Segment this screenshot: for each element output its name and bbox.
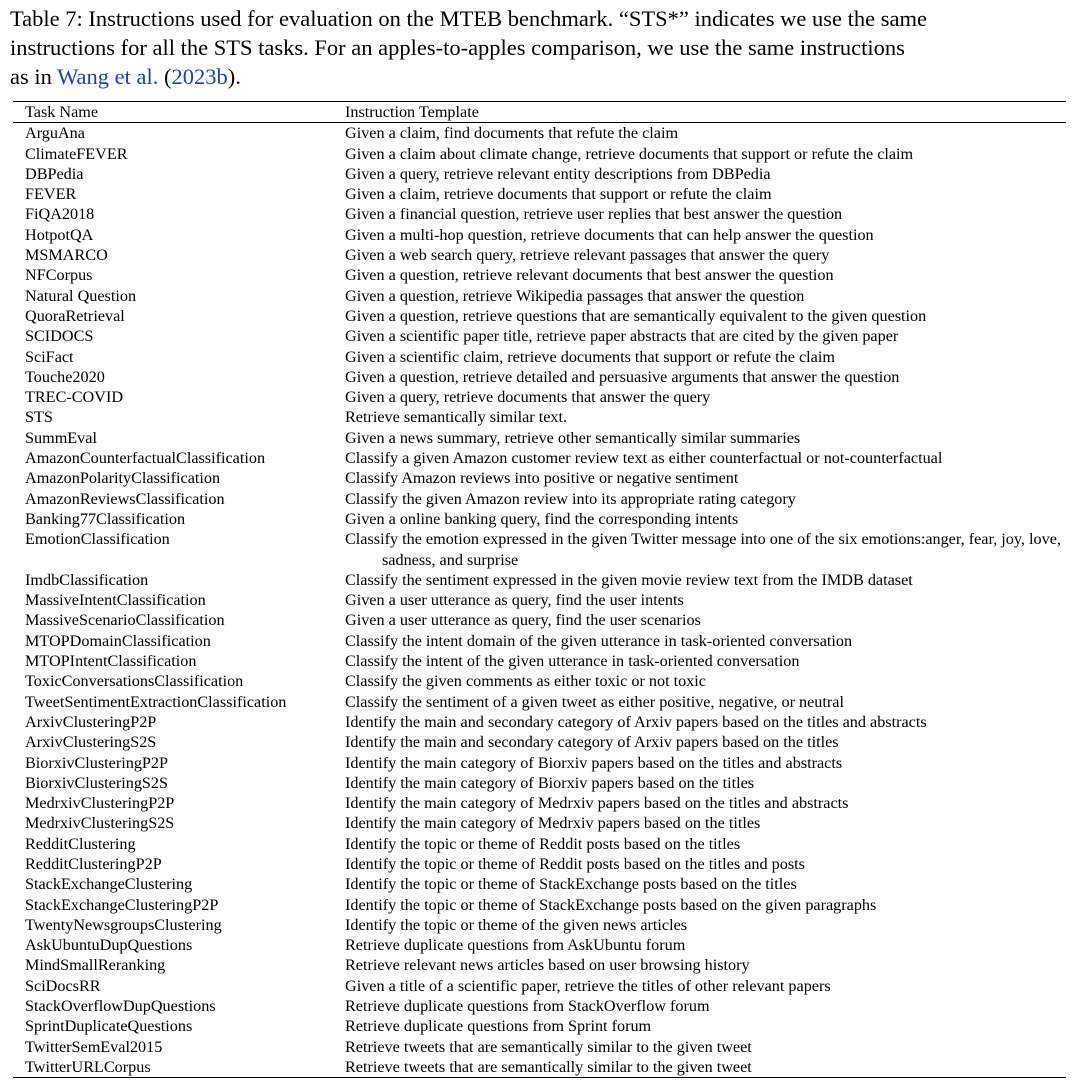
task-name-cell: StackExchangeClustering — [25, 875, 193, 894]
task-name-cell: TwitterSemEval2015 — [25, 1037, 163, 1056]
instruction-text: Given a scientific claim, retrieve documents that support or refute the claim — [345, 347, 835, 366]
instruction-text: Identify the main and secondary category of Arxiv papers based on the titles — [345, 733, 839, 752]
table-row — [13, 448, 1066, 468]
task-name-cell: SummEval — [25, 428, 97, 447]
instruction-cell — [345, 854, 1066, 874]
task-name-cell: MassiveScenarioClassification — [25, 611, 225, 630]
instruction-cell — [345, 935, 1066, 955]
header-instruction-template: Instruction Template — [345, 102, 1066, 123]
table-row — [13, 245, 1066, 265]
instruction-text: Given a question, retrieve relevant documents that best answer the question — [345, 266, 834, 285]
task-name-cell: BiorxivClusteringS2S — [25, 773, 169, 792]
instruction-text: Identify the topic or theme of StackExchange posts based on the titles — [345, 875, 797, 894]
instruction-cell — [345, 367, 1066, 387]
table-row — [13, 590, 1066, 610]
instruction-text: Classify Amazon reviews into positive or negative sentiment — [345, 469, 739, 488]
instruction-text: Given a claim, retrieve documents that support or refute the claim — [345, 185, 772, 204]
instruction-cell — [345, 753, 1066, 773]
task-name-cell: MedrxivClusteringS2S — [25, 814, 175, 833]
task-name-cell: BiorxivClusteringP2P — [25, 753, 169, 772]
table-row — [13, 773, 1066, 793]
task-name-cell: STS — [25, 408, 53, 427]
table-row — [13, 428, 1066, 448]
instruction-text: Given a multi-hop question, retrieve documents that can help answer the question — [345, 225, 874, 244]
instruction-cell — [345, 610, 1066, 630]
table-row — [13, 387, 1066, 407]
citation-close: ). — [227, 64, 241, 89]
instruction-cell — [345, 326, 1066, 346]
instructions-table — [13, 101, 1066, 1078]
table-row — [13, 692, 1066, 712]
table-row — [13, 367, 1066, 387]
instruction-cell — [345, 265, 1066, 285]
table-row — [13, 996, 1066, 1016]
table-row — [13, 164, 1066, 184]
task-name-cell: EmotionClassification — [25, 530, 170, 549]
instruction-cell — [345, 1057, 1066, 1078]
citation-open: ( — [158, 64, 172, 89]
instruction-cell — [345, 164, 1066, 184]
task-name-cell: MindSmallReranking — [25, 956, 166, 975]
table-row — [13, 671, 1066, 691]
table-row — [13, 1037, 1066, 1057]
table-row — [13, 306, 1066, 326]
instruction-cell — [345, 834, 1066, 854]
instruction-cell — [345, 773, 1066, 793]
table-header-row — [13, 102, 1066, 123]
instruction-cell — [345, 225, 1066, 245]
caption-prefix: as in — [10, 64, 58, 89]
instruction-cell — [345, 489, 1066, 509]
task-name-cell: SCIDOCS — [25, 327, 94, 346]
task-name-cell: AmazonReviewsClassification — [25, 489, 225, 508]
caption-line-2: instructions for all the STS tasks. For an apples-to-apples comparison, we use the same instructions — [10, 35, 905, 60]
table-row — [13, 915, 1066, 935]
task-name-cell: MSMARCO — [25, 246, 108, 265]
task-name-cell: MTOPIntentClassification — [25, 652, 197, 671]
instruction-text: Identify the main category of Medrxiv papers based on the titles — [345, 814, 761, 833]
instruction-cell — [345, 1037, 1066, 1057]
instruction-text: Given a news summary, retrieve other semantically similar summaries — [345, 428, 801, 447]
instruction-text: Classify the given Amazon review into its appropriate rating category — [345, 489, 796, 508]
table-row — [13, 144, 1066, 164]
task-name-cell: MedrxivClusteringP2P — [25, 794, 175, 813]
table-row — [13, 509, 1066, 529]
citation-year-link[interactable]: 2023b — [171, 64, 228, 89]
caption-line-1: Table 7: Instructions used for evaluation on the MTEB benchmark. “STS*” indicates we use the same — [10, 6, 927, 31]
instruction-cell — [345, 529, 1066, 570]
instruction-text: Classify the given comments as either toxic or not toxic — [345, 672, 706, 691]
instruction-text: Identify the topic or theme of Reddit posts based on the titles and posts — [345, 854, 805, 873]
instruction-text: Given a question, retrieve detailed and persuasive arguments that answer the question — [345, 367, 900, 386]
task-name-cell: ArxivClusteringS2S — [25, 733, 157, 752]
instruction-text: Given a question, retrieve questions that are semantically equivalent to the given question — [345, 306, 927, 325]
instruction-cell — [345, 245, 1066, 265]
instruction-cell — [345, 347, 1066, 367]
task-name-cell: RedditClustering — [25, 834, 136, 853]
task-name-cell: StackOverflowDupQuestions — [25, 997, 216, 1016]
task-name-cell: SciFact — [25, 347, 74, 366]
table-row — [13, 854, 1066, 874]
task-name-cell: ClimateFEVER — [25, 144, 128, 163]
table-caption — [10, 4, 1068, 91]
task-name-cell: TwentyNewsgroupsClustering — [25, 915, 222, 934]
instruction-cell — [345, 204, 1066, 224]
instruction-text: Given a query, retrieve relevant entity descriptions from DBPedia — [345, 164, 771, 183]
instruction-text: Retrieve duplicate questions from AskUbuntu forum — [345, 936, 686, 955]
task-name-cell: HotpotQA — [25, 225, 94, 244]
instruction-cell — [345, 874, 1066, 894]
instruction-text: Identify the main category of Biorxiv papers based on the titles — [345, 773, 755, 792]
task-name-cell: MTOPDomainClassification — [25, 631, 211, 650]
instruction-cell — [345, 996, 1066, 1016]
instruction-cell — [345, 306, 1066, 326]
instruction-text: Given a user utterance as query, find the user scenarios — [345, 611, 701, 630]
instruction-cell — [345, 428, 1066, 448]
instruction-text: Classify the emotion expressed in the given Twitter message into one of the six emotions:anger, fear, joy, love, sadness, and surprise — [345, 530, 1061, 569]
instruction-text: Identify the topic or theme of StackExchange posts based on the given paragraphs — [345, 895, 877, 914]
table-row — [13, 407, 1066, 427]
table-row — [13, 265, 1066, 285]
instruction-cell — [345, 184, 1066, 204]
task-name-cell: TweetSentimentExtractionClassification — [25, 692, 287, 711]
instruction-text: Given a claim, find documents that refute the claim — [345, 124, 679, 143]
instruction-cell — [345, 407, 1066, 427]
instruction-text: Identify the main and secondary category of Arxiv papers based on the titles and abstracts — [345, 712, 927, 731]
instruction-text: Identify the topic or theme of Reddit posts based on the titles — [345, 834, 741, 853]
table-row — [13, 895, 1066, 915]
table-row — [13, 489, 1066, 509]
instruction-text: Identify the topic or theme of the given news articles — [345, 915, 688, 934]
instruction-text: Given a web search query, retrieve relevant passages that answer the query — [345, 246, 830, 265]
table-row — [13, 347, 1066, 367]
task-name-cell: Banking77Classification — [25, 509, 186, 528]
instruction-cell — [345, 692, 1066, 712]
instruction-text: Given a user utterance as query, find the user intents — [345, 591, 684, 610]
instruction-text: Classify the intent domain of the given utterance in task-oriented conversation — [345, 631, 853, 650]
instruction-cell — [345, 651, 1066, 671]
table-body — [13, 123, 1066, 1078]
table-row — [13, 732, 1066, 752]
table-row — [13, 184, 1066, 204]
table-row — [13, 793, 1066, 813]
task-name-cell: QuoraRetrieval — [25, 306, 125, 325]
task-name-cell: FiQA2018 — [25, 205, 95, 224]
instruction-text: Retrieve tweets that are semantically similar to the given tweet — [345, 1037, 752, 1056]
table-row — [13, 1016, 1066, 1036]
table-row — [13, 631, 1066, 651]
header-task-name: Task Name — [13, 102, 345, 123]
instruction-text: Identify the main category of Medrxiv papers based on the titles and abstracts — [345, 794, 849, 813]
instruction-cell — [345, 732, 1066, 752]
instruction-text: Identify the main category of Biorxiv papers based on the titles and abstracts — [345, 753, 843, 772]
task-name-cell: ArguAna — [25, 124, 85, 143]
task-name-cell: MassiveIntentClassification — [25, 591, 206, 610]
table-row — [13, 204, 1066, 224]
instruction-text: Classify the intent of the given utterance in task-oriented conversation — [345, 652, 800, 671]
instruction-text: Given a question, retrieve Wikipedia passages that answer the question — [345, 286, 805, 305]
task-name-cell: ArxivClusteringP2P — [25, 712, 157, 731]
table-row — [13, 651, 1066, 671]
task-name-cell: AmazonCounterfactualClassification — [25, 449, 266, 468]
table-row — [13, 1057, 1066, 1078]
instruction-cell — [345, 955, 1066, 975]
task-name-cell: AskUbuntuDupQuestions — [25, 936, 193, 955]
table-row — [13, 712, 1066, 732]
task-name-cell: SprintDuplicateQuestions — [25, 1017, 193, 1036]
task-name-cell: Touche2020 — [25, 367, 105, 386]
task-name-cell: TREC-COVID — [25, 388, 124, 407]
task-name-cell: StackExchangeClusteringP2P — [25, 895, 219, 914]
table-row — [13, 976, 1066, 996]
instruction-cell — [345, 671, 1066, 691]
instruction-cell — [345, 144, 1066, 164]
instruction-text: Given a financial question, retrieve user replies that best answer the question — [345, 205, 843, 224]
task-name-cell: DBPedia — [25, 164, 84, 183]
instruction-cell — [345, 286, 1066, 306]
instruction-text: Classify the sentiment expressed in the given movie review text from the IMDB dataset — [345, 570, 913, 589]
instruction-cell — [345, 712, 1066, 732]
table-row — [13, 225, 1066, 245]
table-row — [13, 123, 1066, 144]
task-name-cell: SciDocsRR — [25, 976, 101, 995]
task-name-cell: FEVER — [25, 185, 77, 204]
instruction-text: Given a scientific paper title, retrieve paper abstracts that are cited by the given paper — [345, 327, 899, 346]
task-name-cell: TwitterURLCorpus — [13, 1057, 345, 1078]
instruction-text: Given a claim about climate change, retrieve documents that support or refute the claim — [345, 144, 914, 163]
task-name-cell: AmazonPolarityClassification — [25, 469, 221, 488]
table-row — [13, 753, 1066, 773]
table-row — [13, 468, 1066, 488]
instruction-text: Retrieve semantically similar text. — [345, 408, 568, 427]
instruction-text: Given a title of a scientific paper, retrieve the titles of other relevant papers — [345, 976, 831, 995]
instruction-cell — [345, 793, 1066, 813]
instruction-cell — [345, 895, 1066, 915]
table-row — [13, 874, 1066, 894]
citation-author-link[interactable]: Wang et al. — [57, 64, 159, 89]
table-row — [13, 935, 1066, 955]
instruction-cell — [345, 448, 1066, 468]
table-row — [13, 570, 1066, 590]
instruction-text: Retrieve tweets that are semantically similar to the given tweet — [345, 1057, 752, 1076]
instruction-text: Retrieve duplicate questions from StackOverflow forum — [345, 997, 710, 1016]
table-row — [13, 955, 1066, 975]
table-row — [13, 813, 1066, 833]
instruction-text: Classify a given Amazon customer review text as either counterfactual or not-counterfactual — [345, 449, 943, 468]
instruction-cell — [345, 631, 1066, 651]
instruction-cell — [345, 1016, 1066, 1036]
caption-line-3 — [10, 62, 1068, 91]
instruction-cell — [345, 468, 1066, 488]
instruction-cell — [345, 509, 1066, 529]
task-name-cell: ImdbClassification — [25, 570, 149, 589]
instruction-cell — [345, 590, 1066, 610]
table-row — [13, 529, 1066, 570]
instruction-cell — [345, 123, 1066, 144]
instruction-text: Classify the sentiment of a given tweet as either positive, negative, or neutral — [345, 692, 844, 711]
table-row — [13, 834, 1066, 854]
instruction-cell — [345, 976, 1066, 996]
table-row — [13, 610, 1066, 630]
task-name-cell: RedditClusteringP2P — [25, 854, 162, 873]
instruction-cell — [345, 570, 1066, 590]
table-row — [13, 326, 1066, 346]
task-name-cell: Natural Question — [25, 286, 137, 305]
instruction-cell — [345, 915, 1066, 935]
instruction-text: Retrieve duplicate questions from Sprint forum — [345, 1017, 652, 1036]
instruction-text: Given a query, retrieve documents that answer the query — [345, 388, 711, 407]
table-row — [13, 286, 1066, 306]
instruction-text: Given a online banking query, find the corresponding intents — [345, 509, 739, 528]
task-name-cell: NFCorpus — [25, 266, 93, 285]
task-name-cell: ToxicConversationsClassification — [25, 672, 244, 691]
instruction-text: Retrieve relevant news articles based on user browsing history — [345, 956, 750, 975]
instruction-cell — [345, 813, 1066, 833]
instruction-cell — [345, 387, 1066, 407]
